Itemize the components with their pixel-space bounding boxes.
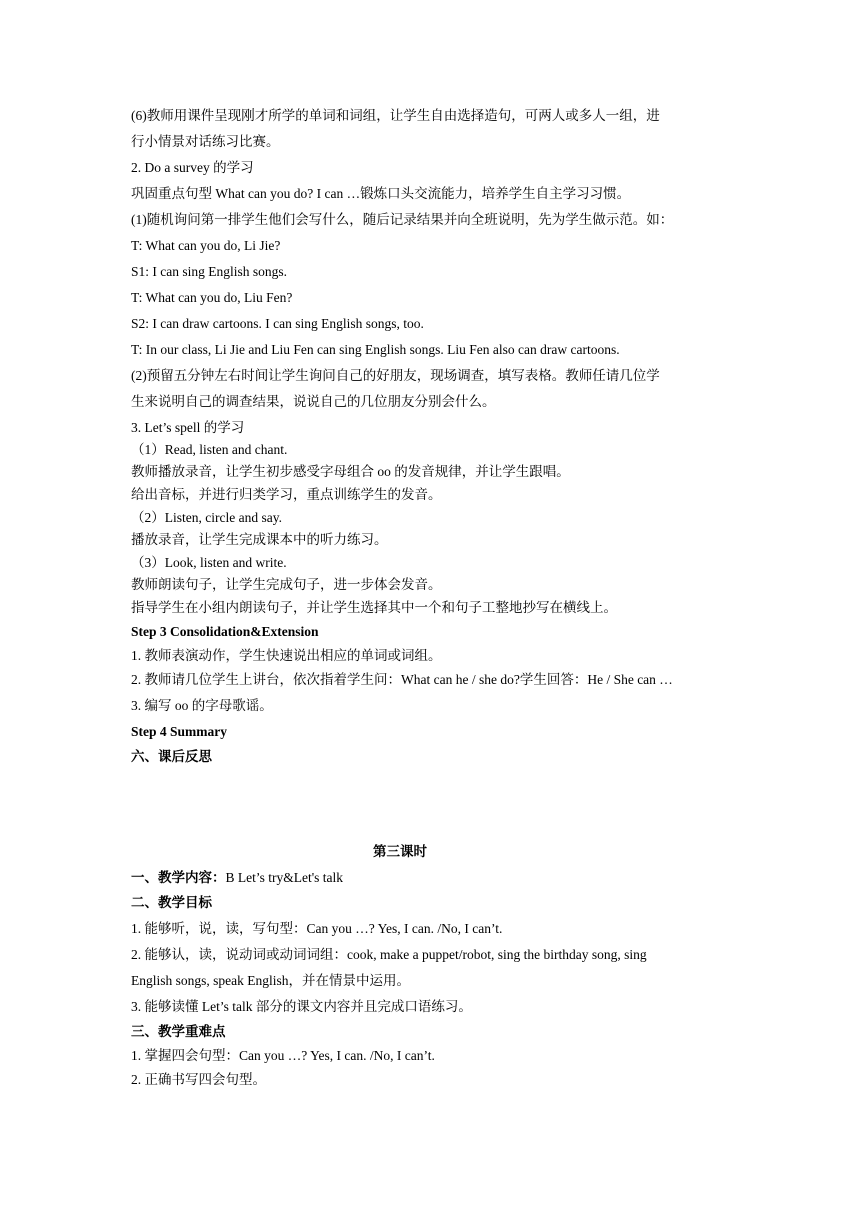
section-heading [131, 869, 343, 887]
dialogue-line: S2: I can draw cartoons. I can sing English songs, too. [131, 316, 424, 331]
step-heading: Step 3 Consolidation&Extension [131, 624, 319, 639]
step-heading: Step 4 Summary [131, 724, 228, 739]
paragraph-line: 教师播放录音，让学生初步感受字母组合 oo 的发音规律，并让学生跟唱。 [131, 464, 570, 479]
paragraph-line: 播放录音，让学生完成课本中的听力练习。 [131, 532, 388, 547]
paragraph-line: （3）Look, listen and write. [131, 555, 287, 570]
paragraph-line: （2）Listen, circle and say. [131, 510, 282, 525]
section-heading: 三、教学重难点 [131, 1024, 226, 1039]
section-label: 一、教学内容： [131, 870, 226, 885]
paragraph-line: (2)预留五分钟左右时间让学生询问自己的好朋友，现场调查，填写表格。教师任请几位学 [131, 368, 660, 383]
paragraph-line: (6)教师用课件呈现刚才所学的单词和词组，让学生自由选择造句，可两人或多人一组，进 [131, 108, 660, 123]
section-heading: 3. Let’s spell 的学习 [131, 420, 245, 435]
paragraph-line: (1)随机询问第一排学生他们会写什么，随后记录结果并向全班说明，先为学生做示范。如： [131, 212, 674, 227]
paragraph-line: 2. 能够认，读，说动词或动词词组：cook, make a puppet/robot, sing the birthday song, sing [131, 947, 647, 962]
paragraph-line: 2. 教师请几位学生上讲台，依次指着学生问：What can he / she do?学生回答：He / She can … [131, 672, 673, 687]
section-heading: 二、教学目标 [131, 895, 212, 910]
lesson-title: 第三课时 [373, 844, 427, 859]
paragraph-line: 指导学生在小组内朗读句子，并让学生选择其中一个和句子工整地抄写在横线上。 [131, 600, 617, 615]
paragraph-line: 行小情景对话练习比赛。 [131, 134, 280, 149]
paragraph-line: 教师朗读句子，让学生完成句子，进一步体会发音。 [131, 577, 442, 592]
paragraph-line: 3. 编写 oo 的字母歌谣。 [131, 698, 273, 713]
paragraph-line: 1. 掌握四会句型：Can you …? Yes, I can. /No, I can’t. [131, 1048, 435, 1063]
paragraph-line: （1）Read, listen and chant. [131, 442, 288, 457]
paragraph-line: 2. 正确书写四会句型。 [131, 1072, 266, 1087]
paragraph-line: English songs, speak English，并在情景中运用。 [131, 973, 410, 988]
paragraph-line: 1. 能够听，说，读，写句型：Can you …? Yes, I can. /No, I can’t. [131, 921, 503, 936]
paragraph-line: 3. 能够读懂 Let’s talk 部分的课文内容并且完成口语练习。 [131, 999, 472, 1014]
paragraph-line: 1. 教师表演动作，学生快速说出相应的单词或词组。 [131, 648, 442, 663]
paragraph-line: 生来说明自己的调查结果，说说自己的几位朋友分别会什么。 [131, 394, 496, 409]
paragraph-line: 巩固重点句型 What can you do? I can …锻炼口头交流能力，培养学生自主学习习惯。 [131, 186, 631, 201]
dialogue-line: T: In our class, Li Jie and Liu Fen can sing English songs. Liu Fen also can draw cartoons. [131, 342, 620, 357]
section-heading: 六、课后反思 [131, 749, 212, 764]
section-heading: 2. Do a survey 的学习 [131, 160, 254, 175]
dialogue-line: S1: I can sing English songs. [131, 264, 288, 279]
dialogue-line: T: What can you do, Liu Fen? [131, 290, 293, 305]
paragraph-line: 给出音标，并进行归类学习，重点训练学生的发音。 [131, 487, 442, 502]
section-value: B Let’s try&Let's talk [225, 870, 344, 885]
dialogue-line: T: What can you do, Li Jie? [131, 238, 281, 253]
